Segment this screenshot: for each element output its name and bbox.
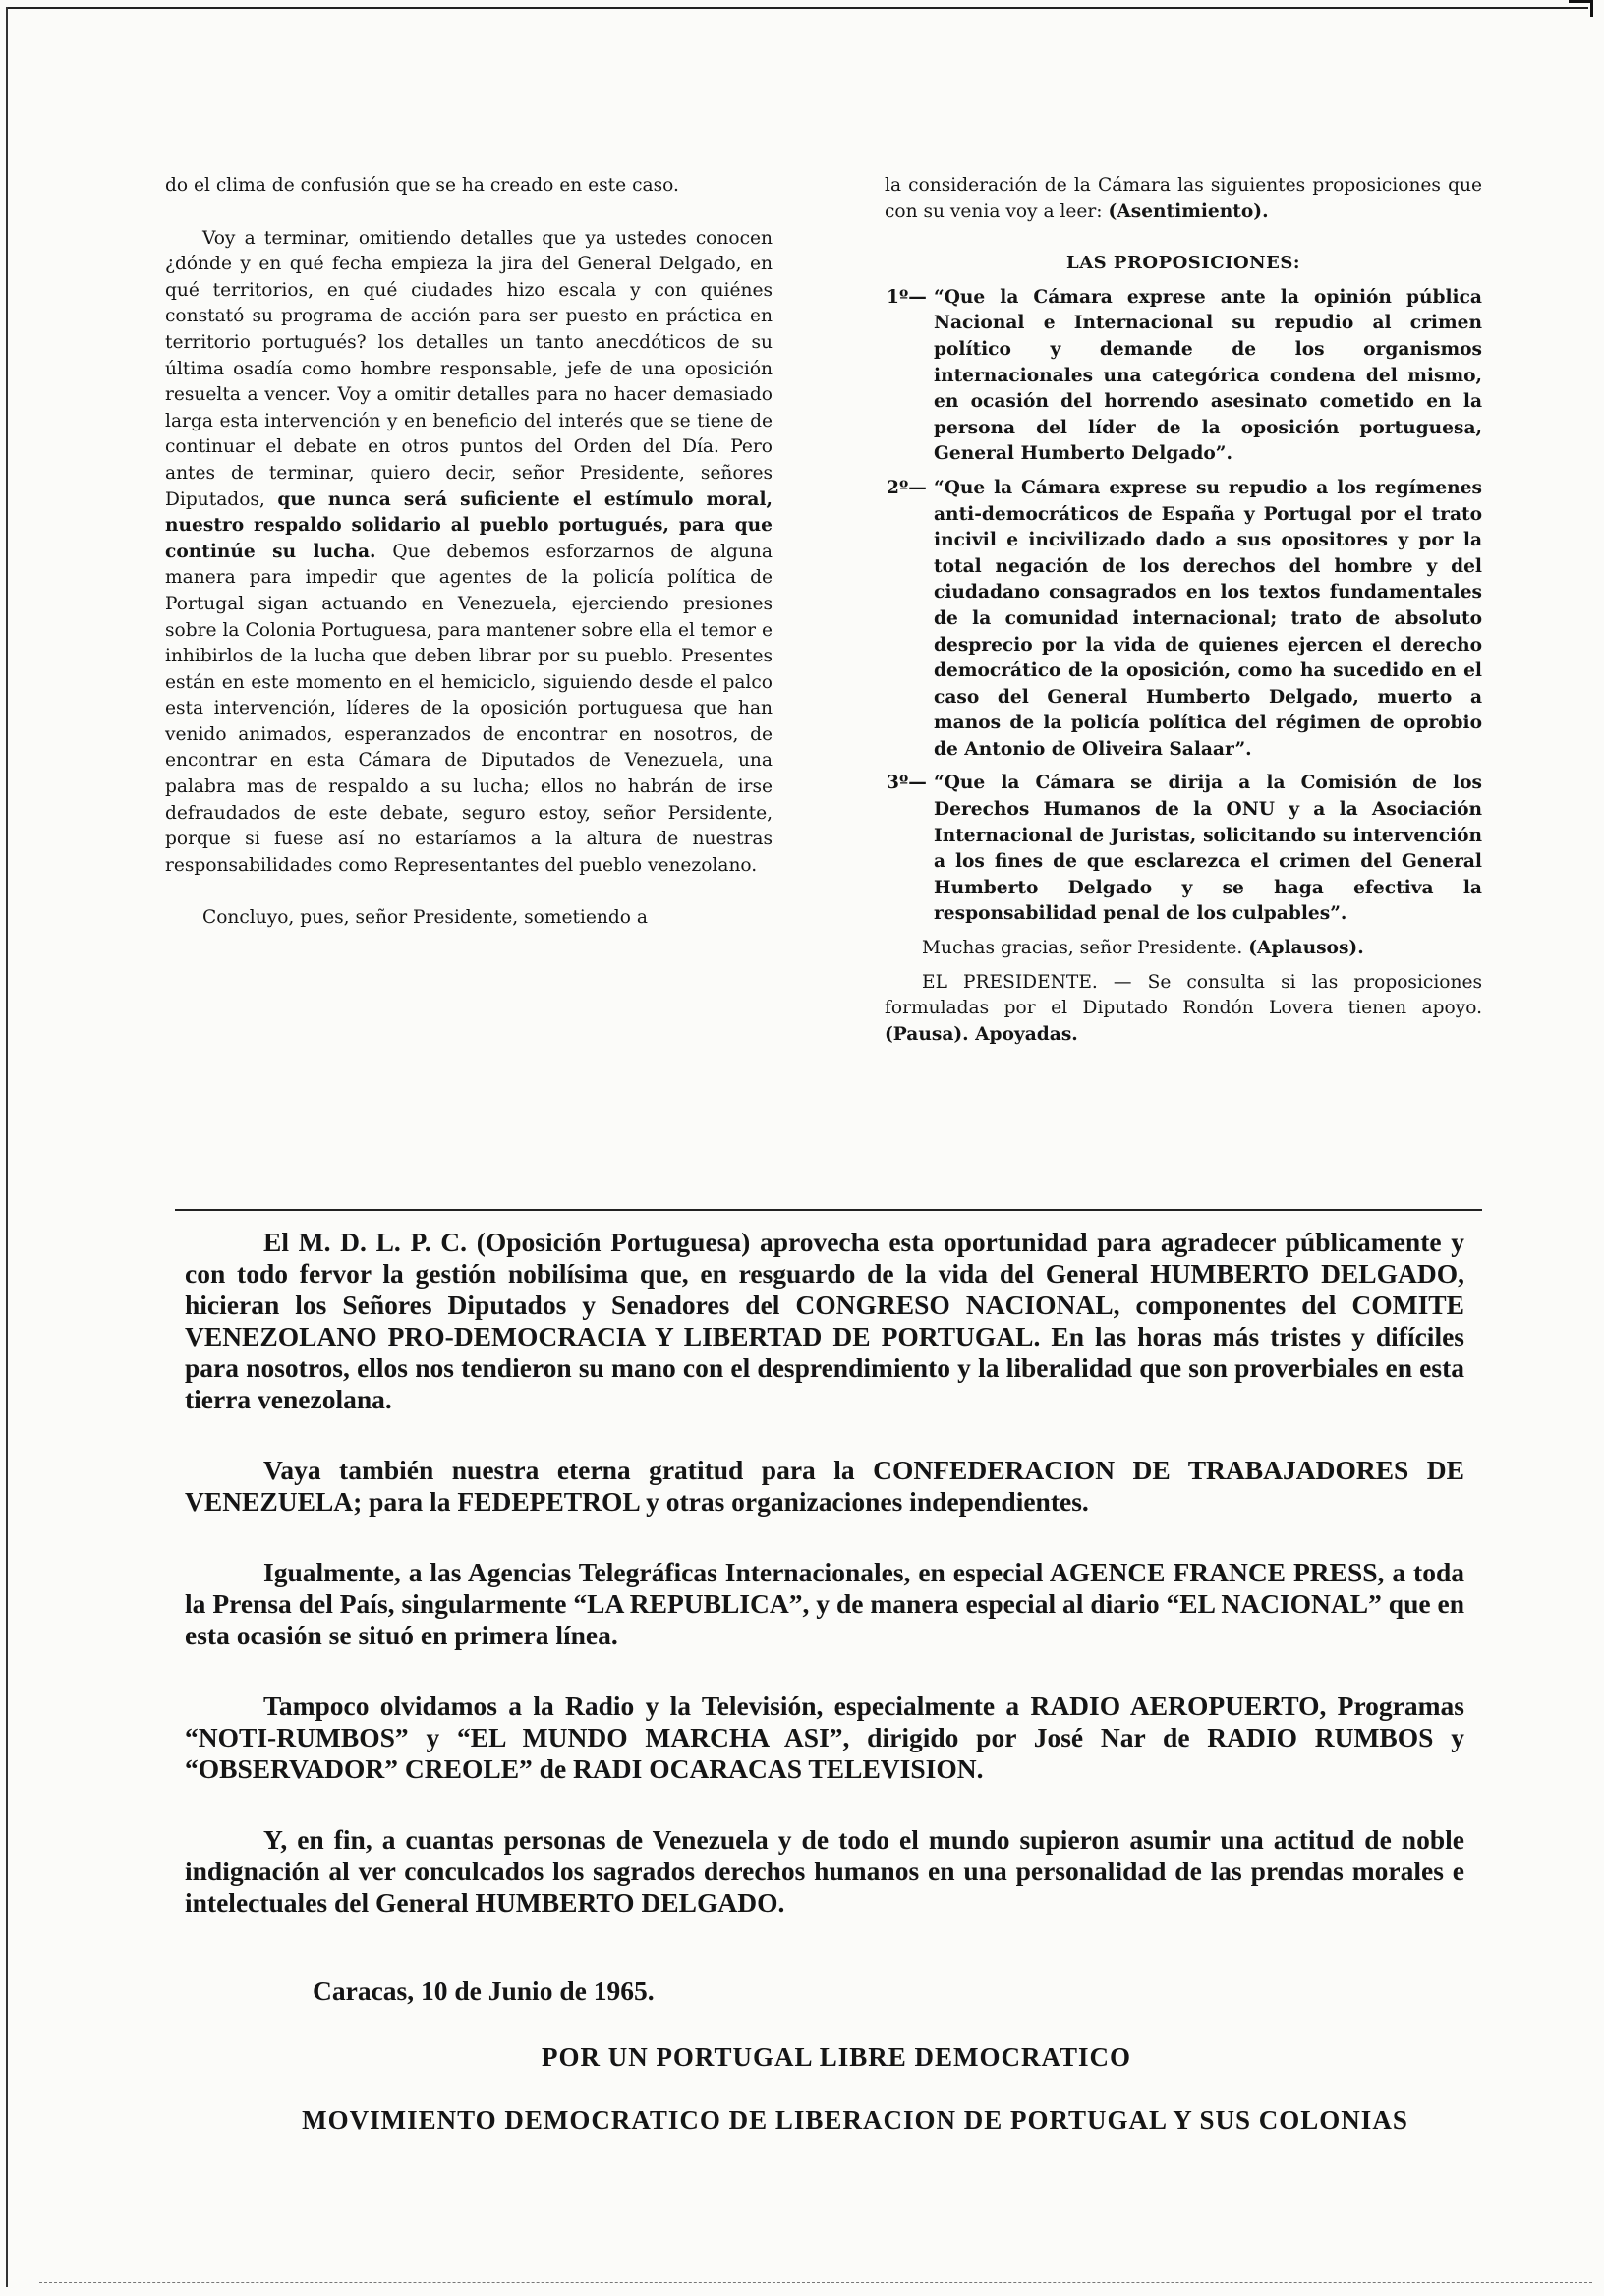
- right-intro-text: la consideración de la Cámara las siguientes proposiciones que con su venia voy a leer:: [885, 175, 1482, 222]
- proposition-number: 1º—: [887, 286, 927, 308]
- statement-date: Caracas, 10 de Junio de 1965.: [313, 1976, 655, 2006]
- thanks-line: [885, 936, 1482, 962]
- president-paragraph: [885, 970, 1482, 1049]
- left-paragraph-2: [165, 226, 773, 880]
- crop-mark-icon: [1569, 0, 1593, 17]
- president-bold: (Pausa). Apoyadas.: [885, 1023, 1078, 1045]
- propositions-heading: LAS PROPOSICIONES:: [1066, 253, 1300, 274]
- statement-paragraph-5: Y, en fin, a cuantas personas de Venezuela y de todo el mundo supieron asumir una actitud de noble indignación al ver conculcados los sagrados derechos humanos en una personalidad de las prendas morales e intelectuales del General HUMBERTO DELGADO.: [185, 1824, 1464, 1918]
- proposition-text: “Que la Cámara exprese su repudio a los regímenes anti-democráticos de España y Portugal por el trato incivil e incivilizado dado a sus opositores y por la total negación de los derechos del hombre y del ciudadano consagrados en los textos fundamentales de la comunidad internacional; trato de absoluto desprecio por la vida de quienes ejercen el derecho democrático de la oposición, como ha sucedido en el caso del General Humberto Delgado, muerto a manos de la policía política del régimen de oprobio de Antonio de Oliveira Salaar”.: [934, 477, 1482, 760]
- proposition-1: [885, 285, 1482, 468]
- statement-paragraph-4: Tampoco olvidamos a la Radio y la Televisión, especialmente a RADIO AEROPUERTO, Programas “NOTI-RUMBOS” y “EL MUNDO MARCHA ASI”, dirigido por José Nar de RADIO RUMBOS y “OBSERVADOR” CREOLE” de RADI OCARACAS TELEVISION.: [185, 1691, 1464, 1784]
- thanks-bold: (Aplausos).: [1248, 938, 1364, 959]
- left-paragraph-2-end: Que debemos esforzarnos de alguna manera para impedir que agentes de la policía política de Portugal sigan actuando en Venezuela, ejerciendo presiones sobre la Colonia Portuguesa, para mantener sobre ella el temor e inhibirlos de la lucha que deben librar por su pueblo. Presentes están en este momento en el hemiciclo, siguiendo desde el palco esta intervención, líderes de la oposición portuguesa que han venido animados, esperanzados de encontrar en nosotros, de encontrar en esta Cámara de Diputados de Venezuela, una palabra mas de respaldo a su lucha; ellos no habrán de irse defraudados de este debate, seguro estoy, señor Persidente, porque si fuese así no estaríamos a la altura de nuestras responsabilidades como Representantes del pueblo venezolano.: [165, 541, 773, 876]
- left-paragraph-3: Concluyo, pues, señor Presidente, sometiendo a: [202, 907, 648, 929]
- president-text: EL PRESIDENTE. — Se consulta si las proposiciones formuladas por el Diputado Rondón Lovera tienen apoyo.: [885, 971, 1482, 1019]
- scan-border-bottom: [39, 2282, 1592, 2283]
- statement-block: [185, 1227, 1464, 1958]
- statement-paragraph-1: El M. D. L. P. C. (Oposición Portuguesa) aprovecha esta oportunidad para agradecer públicamente y con todo fervor la gestión nobilísima que, en resguardo de la vida del General HUMBERTO DELGADO, hicieran los Señores Diputados y Senadores del CONGRESO NACIONAL, componentes del COMITE VENEZOLANO PRO-DEMOCRACIA Y LIBERTAD DE PORTUGAL. En las horas más tristes y difíciles para nosotros, ellos nos tendieron su mano con el desprendimiento y la liberalidad que son proverbiales en esta tierra venezolana.: [185, 1227, 1464, 1414]
- organization-name: MOVIMIENTO DEMOCRATICO DE LIBERACION DE PORTUGAL Y SUS COLONIAS: [302, 2105, 1408, 2135]
- section-divider: [175, 1209, 1482, 1211]
- scan-border-top: [6, 7, 1588, 9]
- left-paragraph-2-start: Voy a terminar, omitiendo detalles que ya ustedes conocen ¿dónde y en qué fecha empieza la jira del General Delgado, en qué territorios, en qué ciudades hizo escala y con quiénes constató su programa de acción para ser puesto en práctica en territorio portugués? los detalles un tanto anecdóticos de su última osadía como hombre responsable, jefe de una oposición resuelta a vencer. Voy a omitir detalles para no hacer demasiado larga esta intervención y en beneficio del interés que se tiene de continuar el debate en otros puntos del Orden del Día. Pero antes de terminar, quiero decir, señor Presidente, señores Diputados,: [165, 227, 773, 510]
- scan-border-left: [6, 7, 8, 2287]
- right-intro: [885, 173, 1482, 225]
- right-intro-bold: (Asentimiento).: [1108, 201, 1269, 222]
- slogan: POR UN PORTUGAL LIBRE DEMOCRATICO: [541, 2042, 1132, 2072]
- thanks-text: Muchas gracias, señor Presidente.: [922, 938, 1243, 959]
- statement-paragraph-3: Igualmente, a las Agencias Telegráficas Internacionales, en especial AGENCE FRANCE PRESS, a toda la Prensa del País, singularmente “LA REPUBLICA”, y de manera especial al diario “EL NACIONAL” que en esta ocasión se situó en primera línea.: [185, 1557, 1464, 1650]
- proposition-text: “Que la Cámara se dirija a la Comisión de los Derechos Humanos de la ONU y a la Asociación Internacional de Juristas, solicitando su intervención a los fines de que esclarezca el crimen del General Humberto Delgado y se haga efectiva la responsabilidad penal de los culpables”.: [934, 773, 1482, 925]
- left-paragraph-2-bold: que nunca será suficiente el estímulo moral, nuestro respaldo solidario al pueblo portugués, para que continúe su lucha.: [165, 488, 773, 562]
- left-paragraph-1: do el clima de confusión que se ha creado en este caso.: [165, 175, 679, 196]
- proposition-number: 2º—: [887, 477, 927, 498]
- statement-paragraph-2: Vaya también nuestra eterna gratitud para la CONFEDERACION DE TRABAJADORES DE VENEZUELA; para la FEDEPETROL y otras organizaciones independientes.: [185, 1455, 1464, 1517]
- proposition-text: “Que la Cámara exprese ante la opinión pública Nacional e Internacional su repudio al crimen político y demande de los organismos internacionales una categórica condena del mismo, en ocasión del horrendo asesinato cometido en la persona del líder de la oposición portuguesa, General Humberto Delgado”.: [934, 286, 1482, 465]
- left-column: [165, 173, 773, 932]
- right-column: [885, 173, 1482, 1048]
- proposition-2: [885, 476, 1482, 764]
- proposition-3: [885, 771, 1482, 928]
- proposition-number: 3º—: [887, 773, 927, 794]
